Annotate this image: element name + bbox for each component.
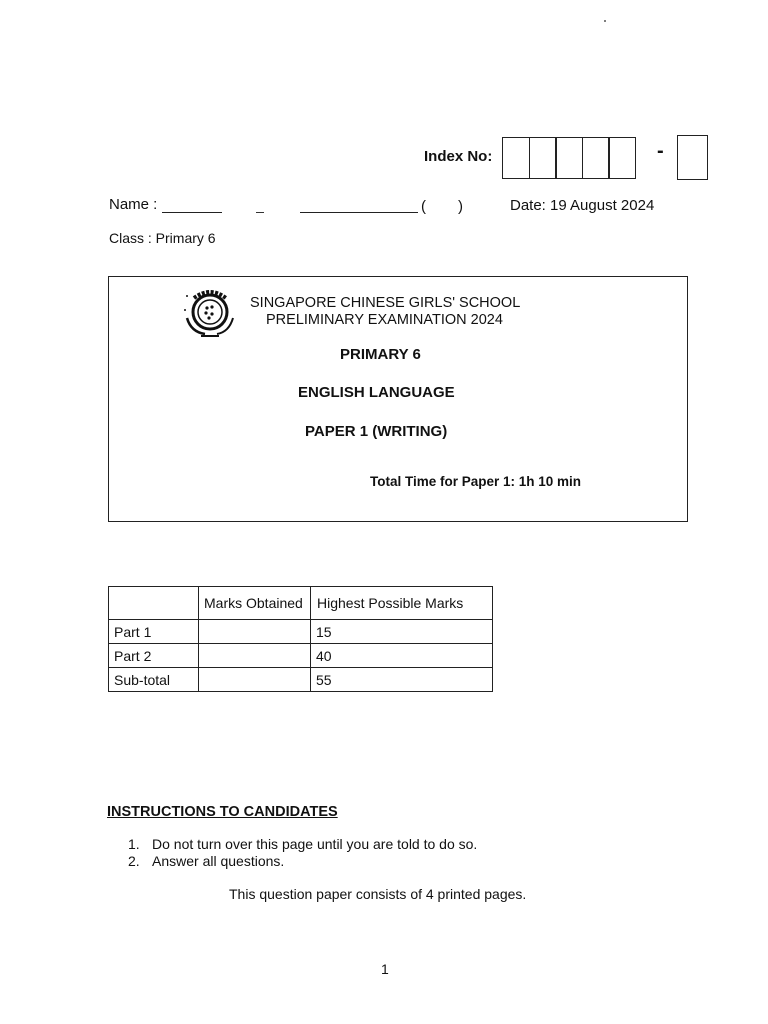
table-cell-part: Part 2 [109,644,199,668]
list-item [128,836,477,853]
name-field-line[interactable] [300,212,418,213]
register-number-open-paren: ( [421,198,426,215]
instructions-list [128,836,477,870]
total-time: Total Time for Paper 1: 1h 10 min [370,474,582,489]
table-header-cell: Marks Obtained [199,587,311,620]
table-row [109,644,493,668]
index-check-box[interactable] [677,135,708,180]
level-title: PRIMARY 6 [340,346,421,363]
list-item-text: Answer all questions. [152,853,285,869]
exam-date: Date: 19 August 2024 [510,197,655,214]
table-cell-part: Part 1 [109,620,199,644]
index-digit-box[interactable] [608,137,636,179]
table-cell-marks-obtained[interactable] [199,644,311,668]
index-digit-box[interactable] [582,137,610,179]
exam-name: PRELIMINARY EXAMINATION 2024 [266,312,503,328]
table-cell-marks-obtained[interactable] [199,668,311,692]
index-digit-box[interactable] [502,137,530,179]
table-cell-max-marks: 55 [311,668,493,692]
pages-note: This question paper consists of 4 printed pages. [229,886,527,902]
table-cell-max-marks: 40 [311,644,493,668]
school-crest-icon [181,284,239,340]
table-row [109,668,493,692]
index-digit-box[interactable] [555,137,583,179]
table-header-cell [109,587,199,620]
list-item-number: 1. [128,836,140,852]
table-cell-marks-obtained[interactable] [199,620,311,644]
index-label: Index No: [424,148,493,165]
index-number-boxes [502,137,635,179]
name-field-line[interactable] [162,212,222,213]
scan-speck [604,20,606,22]
list-item [128,853,477,870]
marks-table [108,586,493,692]
table-row [109,620,493,644]
school-name: SINGAPORE CHINESE GIRLS' SCHOOL [250,295,521,311]
list-item-number: 2. [128,853,140,869]
index-dash: - [657,140,664,162]
name-field-line[interactable] [256,212,264,213]
table-cell-max-marks: 15 [311,620,493,644]
table-header-cell: Highest Possible Marks [311,587,493,620]
register-number-close-paren: ) [458,198,463,215]
table-cell-part: Sub-total [109,668,199,692]
class-label: Class : Primary 6 [109,230,216,246]
paper-title: PAPER 1 (WRITING) [305,423,448,440]
subject-title: ENGLISH LANGUAGE [298,384,455,401]
name-label: Name : [109,196,158,213]
table-header-row [109,587,493,620]
page-number: 1 [381,961,389,977]
instructions-title: INSTRUCTIONS TO CANDIDATES [107,804,338,820]
list-item-text: Do not turn over this page until you are told to do so. [152,836,478,852]
index-digit-box[interactable] [529,137,557,179]
